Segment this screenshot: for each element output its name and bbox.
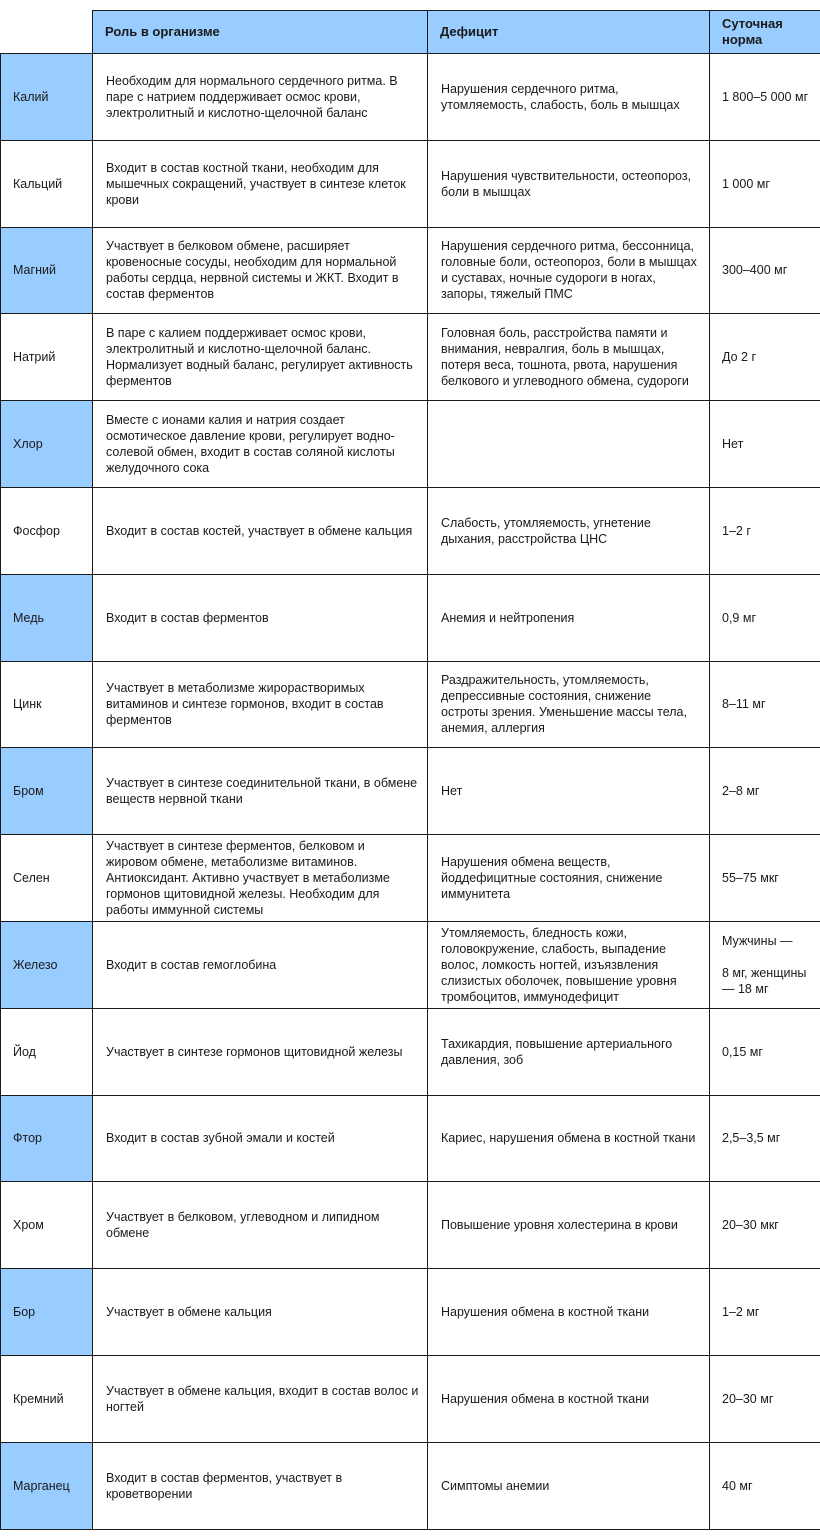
element-name: Йод: [1, 1008, 93, 1095]
deficit-cell: [428, 401, 710, 488]
element-name: Фтор: [1, 1095, 93, 1182]
norm-cell: До 2 г: [710, 314, 820, 401]
header-norm-line2: норма: [722, 32, 763, 47]
header-corner: [1, 11, 93, 54]
role-cell: Участвует в белковом обмене, расширяет кровеносные сосуды, необходим для нормальной работы сердца, нервной системы и ЖКТ. Входит в состав ферментов: [93, 227, 428, 314]
table-row: [1, 748, 820, 835]
table-row: [1, 140, 820, 227]
role-cell: Входит в состав костей, участвует в обмене кальция: [93, 487, 428, 574]
role-cell: Участвует в белковом, углеводном и липидном обмене: [93, 1182, 428, 1269]
deficit-cell: Тахикардия, повышение артериального давления, зоб: [428, 1008, 710, 1095]
header-role: Роль в организме: [93, 11, 428, 54]
table-row: [1, 921, 820, 1008]
norm-cell: 1–2 г: [710, 487, 820, 574]
norm-line2: 8 мг, женщины — 18 мг: [722, 965, 807, 996]
role-cell: Участвует в обмене кальция, входит в состав волос и ногтей: [93, 1355, 428, 1442]
norm-cell: 20–30 мкг: [710, 1182, 820, 1269]
norm-cell: Нет: [710, 401, 820, 488]
norm-cell: 1–2 мг: [710, 1269, 820, 1356]
table-row: [1, 227, 820, 314]
element-name: Кремний: [1, 1355, 93, 1442]
deficit-cell: Нарушения чувствительности, остеопороз, боли в мышцах: [428, 140, 710, 227]
deficit-cell: Нарушения обмена в костной ткани: [428, 1269, 710, 1356]
deficit-cell: Слабость, утомляемость, угнетение дыхания, расстройства ЦНС: [428, 487, 710, 574]
table-row: [1, 661, 820, 748]
role-cell: Участвует в обмене кальция: [93, 1269, 428, 1356]
table-row: [1, 835, 820, 922]
deficit-cell: Симптомы анемии: [428, 1442, 710, 1529]
role-cell: Участвует в синтезе гормонов щитовидной железы: [93, 1008, 428, 1095]
deficit-cell: Нет: [428, 748, 710, 835]
norm-cell: 40 мг: [710, 1442, 820, 1529]
element-name: Марганец: [1, 1442, 93, 1529]
element-name: Селен: [1, 835, 93, 922]
table-row: [1, 487, 820, 574]
deficit-cell: Утомляемость, бледность кожи, головокружение, слабость, выпадение волос, ломкость ногтей, изъязвления слизистых оболочек, повышение уровня тромбоцитов, иммунодефицит: [428, 921, 710, 1008]
norm-cell: 55–75 мкг: [710, 835, 820, 922]
role-cell: Вместе с ионами калия и натрия создает осмотическое давление крови, регулирует водно-солевой обмен, входит в состав соляной кислоты желудочного сока: [93, 401, 428, 488]
norm-cell: 2–8 мг: [710, 748, 820, 835]
norm-cell: 0,15 мг: [710, 1008, 820, 1095]
element-name: Магний: [1, 227, 93, 314]
role-cell: В паре с калием поддерживает осмос крови, электролитный и кислотно-щелочной баланс. Нормализует водный баланс, регулирует активность ферментов: [93, 314, 428, 401]
table-row: [1, 1095, 820, 1182]
deficit-cell: Повышение уровня холестерина в крови: [428, 1182, 710, 1269]
element-name: Медь: [1, 574, 93, 661]
deficit-cell: Нарушения обмена веществ, йоддефицитные состояния, снижение иммунитета: [428, 835, 710, 922]
role-cell: Входит в состав костной ткани, необходим для мышечных сокращений, участвует в синтезе клеток крови: [93, 140, 428, 227]
role-cell: Входит в состав зубной эмали и костей: [93, 1095, 428, 1182]
element-name: Железо: [1, 921, 93, 1008]
role-cell: Участвует в синтезе соединительной ткани, в обмене веществ нервной ткани: [93, 748, 428, 835]
element-name: Бром: [1, 748, 93, 835]
element-name: Хлор: [1, 401, 93, 488]
deficit-cell: Головная боль, расстройства памяти и внимания, невралгия, боль в мышцах, потеря веса, тошнота, рвота, нарушения белкового и углеводного обмена, судороги: [428, 314, 710, 401]
role-cell: Участвует в метаболизме жирорастворимых витаминов и синтезе гормонов, входит в состав ферментов: [93, 661, 428, 748]
norm-line1: Мужчины —: [722, 933, 793, 948]
table-row: [1, 314, 820, 401]
deficit-cell: Нарушения сердечного ритма, бессонница, головные боли, остеопороз, боли в мышцах и суставах, ночные судороги в ногах, запоры, тяжелый ПМС: [428, 227, 710, 314]
element-name: Хром: [1, 1182, 93, 1269]
header-row: [1, 11, 820, 54]
norm-cell: 8–11 мг: [710, 661, 820, 748]
header-norm-line1: Суточная: [722, 16, 783, 31]
deficit-cell: Кариес, нарушения обмена в костной ткани: [428, 1095, 710, 1182]
role-cell: Участвует в синтезе ферментов, белковом и жировом обмене, метаболизме витаминов. Антиоксидант. Активно участвует в метаболизме гормонов щитовидной железы. Необходим для работы иммунной системы: [93, 835, 428, 922]
element-name: Фосфор: [1, 487, 93, 574]
table-row: [1, 54, 820, 141]
norm-cell: 2,5–3,5 мг: [710, 1095, 820, 1182]
norm-cell: [710, 921, 820, 1008]
table-row: [1, 1355, 820, 1442]
deficit-cell: Раздражительность, утомляемость, депрессивные состояния, снижение остроты зрения. Уменьшение массы тела, анемия, аллергия: [428, 661, 710, 748]
header-norm: [710, 11, 820, 54]
role-cell: Входит в состав гемоглобина: [93, 921, 428, 1008]
element-name: Бор: [1, 1269, 93, 1356]
deficit-cell: Нарушения сердечного ритма, утомляемость, слабость, боль в мышцах: [428, 54, 710, 141]
norm-cell: 300–400 мг: [710, 227, 820, 314]
table-row: [1, 401, 820, 488]
table-row: [1, 1442, 820, 1529]
norm-cell: 1 800–5 000 мг: [710, 54, 820, 141]
table-row: [1, 1182, 820, 1269]
deficit-cell: Анемия и нейтропения: [428, 574, 710, 661]
header-deficit: Дефицит: [428, 11, 710, 54]
table-row: [1, 1008, 820, 1095]
norm-cell: 1 000 мг: [710, 140, 820, 227]
role-cell: Входит в состав ферментов: [93, 574, 428, 661]
role-cell: Необходим для нормального сердечного ритма. В паре с натрием поддерживает осмос крови, электролитный и кислотно-щелочной баланс: [93, 54, 428, 141]
table-row: [1, 1269, 820, 1356]
element-name: Натрий: [1, 314, 93, 401]
norm-cell: 20–30 мг: [710, 1355, 820, 1442]
deficit-cell: Нарушения обмена в костной ткани: [428, 1355, 710, 1442]
element-name: Калий: [1, 54, 93, 141]
element-name: Цинк: [1, 661, 93, 748]
minerals-table: [0, 10, 820, 1530]
element-name: Кальций: [1, 140, 93, 227]
norm-cell: 0,9 мг: [710, 574, 820, 661]
table-row: [1, 574, 820, 661]
role-cell: Входит в состав ферментов, участвует в кроветворении: [93, 1442, 428, 1529]
